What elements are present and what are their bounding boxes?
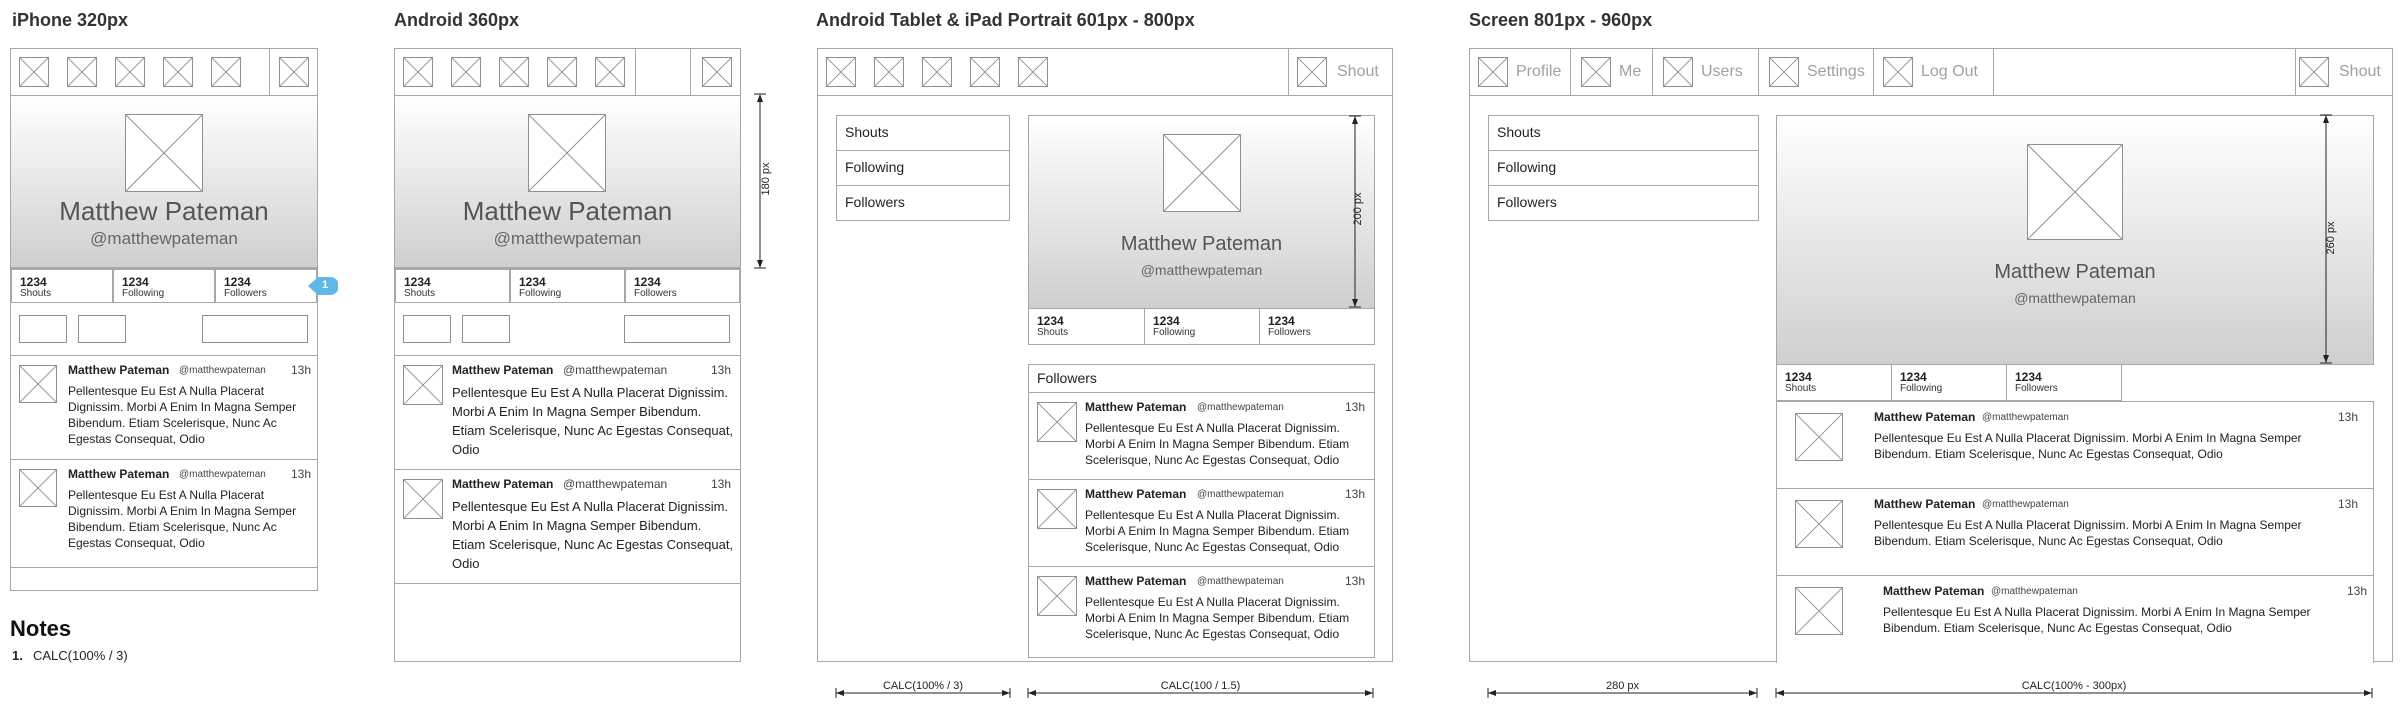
note-number: 1. — [12, 648, 23, 663]
tweet-avatar — [19, 469, 57, 507]
tab-following[interactable]: Following — [836, 150, 1010, 186]
tweet-name: Matthew Pateman — [1085, 400, 1187, 414]
tweet-avatar — [1795, 587, 1843, 635]
tweet-time: 13h — [2347, 584, 2368, 598]
tweet-text: Pellentesque Eu Est A Nulla Placerat Dignissim. Morbi A Enim In Magna Semper Bibendum. Etiam Scelerisque, Nunc Ac Egestas Consequat, Odio — [452, 499, 734, 571]
tweet-time: 13h — [1345, 400, 1366, 414]
search-box[interactable] — [202, 315, 308, 343]
android-hero-dim-label: 180 px — [760, 162, 772, 196]
nav-profile[interactable]: Profile — [1516, 63, 1562, 80]
avatar — [2027, 144, 2123, 240]
title-iphone: iPhone 320px — [12, 10, 129, 30]
tweet-text: Pellentesque Eu Est A Nulla Placerat Dignissim. Morbi A Enim In Magna Semper Bibendum. Etiam Scelerisque, Nunc Ac Egestas Consequat, Odio — [1874, 518, 2302, 548]
followers-heading: Followers — [1037, 370, 1097, 386]
stat-following[interactable]: 1234 Following — [510, 269, 625, 303]
tweet-text: Pellentesque Eu Est A Nulla Placerat Dignissim. Morbi A Enim In Magna Semper Bibendum. Etiam Scelerisque, Nunc Ac Egestas Consequat, Odio — [1085, 595, 1350, 641]
iphone-hero — [11, 96, 317, 268]
shout-icon[interactable] — [2299, 57, 2329, 87]
tweet-text: Pellentesque Eu Est A Nulla Placerat Dignissim. Morbi A Enim In Magna Semper Bibendum. Etiam Scelerisque, Nunc Ac Egestas Consequat, Odio — [1085, 421, 1350, 467]
profile-handle: @matthewpateman — [90, 229, 238, 248]
settings-icon[interactable] — [1769, 57, 1799, 87]
profile-icon[interactable] — [1478, 57, 1508, 87]
tweet-handle: @matthewpateman — [1197, 402, 1284, 413]
tab-shouts[interactable]: Shouts — [836, 115, 1010, 151]
tweet-handle: @matthewpateman — [179, 365, 266, 376]
tweet-time: 13h — [291, 467, 312, 481]
shout-label[interactable]: Shout — [2339, 63, 2381, 80]
profile-handle: @matthewpateman — [493, 229, 642, 248]
tweet-time: 13h — [1345, 487, 1366, 501]
stat-following[interactable]: 1234 Following — [1891, 364, 2007, 401]
tab-followers[interactable]: Followers — [1488, 185, 1759, 221]
tweet-name: Matthew Pateman — [1085, 574, 1187, 588]
stat-following[interactable]: 1234 Following — [1144, 308, 1260, 345]
nav-icon[interactable] — [211, 57, 241, 87]
profile-name: Matthew Pateman — [59, 196, 269, 226]
tweet-handle: @matthewpateman — [1197, 489, 1284, 500]
stat-followers[interactable]: 1234 Followers — [2006, 364, 2122, 401]
stat-followers[interactable]: 1234 Followers — [1259, 308, 1375, 345]
tweet-time: 13h — [711, 363, 732, 377]
tablet-frame — [817, 48, 1393, 662]
title-android: Android 360px — [394, 10, 520, 30]
filter-box[interactable] — [403, 315, 451, 343]
nav-settings[interactable]: Settings — [1807, 63, 1865, 80]
filter-box[interactable] — [462, 315, 510, 343]
nav-users[interactable]: Users — [1701, 63, 1743, 80]
nav-icon[interactable] — [67, 57, 97, 87]
nav-icon[interactable] — [595, 57, 625, 87]
tweet-name: Matthew Pateman — [68, 467, 170, 481]
iphone-frame — [10, 48, 318, 591]
nav-icon[interactable] — [403, 57, 433, 87]
avatar — [1163, 134, 1241, 212]
tablet-nav — [818, 49, 1392, 96]
tweet-avatar — [1795, 500, 1843, 548]
tab-shouts[interactable]: Shouts — [1488, 115, 1759, 151]
me-icon[interactable] — [1581, 57, 1611, 87]
tweet-text: Pellentesque Eu Est A Nulla Placerat Dignissim. Morbi A Enim In Magna Semper Bibendum. Etiam Scelerisque, Nunc Ac Egestas Consequat, Odio — [452, 385, 734, 457]
notes-heading: Notes — [10, 616, 72, 641]
nav-icon[interactable] — [874, 57, 904, 87]
stats-bar — [11, 268, 317, 303]
tweet-time: 13h — [2338, 497, 2359, 511]
followers-panel — [1028, 364, 1375, 658]
profile-name: Matthew Pateman — [1994, 261, 2156, 283]
tweet-handle: @matthewpateman — [1982, 412, 2069, 423]
tab-following[interactable]: Following — [1488, 150, 1759, 186]
log-out-icon[interactable] — [1883, 57, 1913, 87]
android-frame — [394, 48, 741, 662]
tweet-time: 13h — [1345, 574, 1366, 588]
nav-icon[interactable] — [826, 57, 856, 87]
tweet-handle: @matthewpateman — [1982, 499, 2069, 510]
tweet-name: Matthew Pateman — [1883, 584, 1985, 598]
screen-right-dim-label: CALC(100% - 300px) — [2021, 680, 2127, 692]
nav-icon[interactable] — [499, 57, 529, 87]
tweet-name: Matthew Pateman — [68, 363, 170, 377]
iphone-nav — [11, 49, 317, 96]
tweet-time: 13h — [711, 477, 732, 491]
search-box[interactable] — [624, 315, 730, 343]
tweet-handle: @matthewpateman — [1197, 576, 1284, 587]
android-nav — [395, 49, 740, 96]
nav-icon[interactable] — [1018, 57, 1048, 87]
tablet-hero — [1028, 115, 1375, 309]
stat-following[interactable]: 1234 Following — [113, 269, 215, 303]
screen-left-dim-label: 280 px — [1605, 680, 1640, 692]
stat-shouts[interactable]: 1234 Shouts — [1028, 308, 1145, 345]
stat-followers[interactable]: 1234 Followers — [625, 269, 740, 303]
nav-icon[interactable] — [19, 57, 49, 87]
tweet-avatar — [1037, 402, 1077, 442]
profile-name: Matthew Pateman — [462, 196, 673, 226]
tweet-text: Pellentesque Eu Est A Nulla Placerat Dignissim. Morbi A Enim In Magna Semper Bibendum. Etiam Scelerisque, Nunc Ac Egestas Consequat, Odio — [1883, 605, 2311, 635]
tablet-hero-dim-label: 200 px — [1352, 192, 1364, 226]
tweet-avatar — [1795, 413, 1843, 461]
title-screen: Screen 801px - 960px — [1469, 10, 1653, 30]
tweet-avatar — [1037, 489, 1077, 529]
android-hero — [395, 96, 740, 268]
tweet-time: 13h — [291, 363, 312, 377]
tweet-text: Pellentesque Eu Est A Nulla Placerat Dignissim. Morbi A Enim In Magna Semper Bibendum. Etiam Scelerisque, Nunc Ac Egestas Consequat, Odio — [68, 384, 297, 446]
note-text: CALC(100% / 3) — [33, 648, 128, 663]
stat-followers[interactable]: 1234 Followers — [215, 269, 317, 303]
nav-icon[interactable] — [115, 57, 145, 87]
nav-icon[interactable] — [922, 57, 952, 87]
avatar — [125, 114, 203, 192]
tweet-text: Pellentesque Eu Est A Nulla Placerat Dignissim. Morbi A Enim In Magna Semper Bibendum. Etiam Scelerisque, Nunc Ac Egestas Consequat, Odio — [1874, 431, 2302, 461]
tweet-handle: @matthewpateman — [563, 363, 668, 377]
nav-icon[interactable] — [451, 57, 481, 87]
tweet-name: Matthew Pateman — [1874, 410, 1976, 424]
screen-frame — [1469, 48, 2393, 662]
shout-label[interactable]: Shout — [1337, 63, 1379, 80]
shouts-list — [1776, 401, 2374, 663]
tweet-text: Pellentesque Eu Est A Nulla Placerat Dignissim. Morbi A Enim In Magna Semper Bibendum. Etiam Scelerisque, Nunc Ac Egestas Consequat, Odio — [68, 488, 297, 550]
shout-icon[interactable] — [1297, 57, 1327, 87]
nav-me[interactable]: Me — [1619, 63, 1642, 80]
tweet-name: Matthew Pateman — [452, 477, 554, 491]
profile-name: Matthew Pateman — [1120, 233, 1283, 255]
stats-bar — [395, 268, 740, 303]
tweet-time: 13h — [2338, 410, 2359, 424]
screen-hero-dim-label: 260 px — [2325, 221, 2337, 255]
tweet-avatar — [19, 365, 57, 403]
screen-hero — [1776, 115, 2374, 365]
tweet-name: Matthew Pateman — [1085, 487, 1187, 501]
tab-followers[interactable]: Followers — [836, 185, 1010, 221]
profile-handle: @matthewpateman — [1140, 262, 1263, 278]
tweet-text: Pellentesque Eu Est A Nulla Placerat Dignissim. Morbi A Enim In Magna Semper Bibendum. Etiam Scelerisque, Nunc Ac Egestas Consequat, Odio — [1085, 508, 1350, 554]
profile-handle: @matthewpateman — [2014, 290, 2136, 306]
badge-number: 1 — [322, 279, 329, 291]
tweet-handle: @matthewpateman — [1991, 586, 2078, 597]
stat-shouts[interactable]: 1234 Shouts — [11, 269, 113, 303]
tweet-handle: @matthewpateman — [563, 477, 668, 491]
filter-box[interactable] — [19, 315, 67, 343]
tablet-right-dim-label: CALC(100 / 1.5) — [1160, 680, 1241, 692]
stat-shouts[interactable]: 1234 Shouts — [1776, 364, 1892, 401]
tweet-avatar — [1037, 576, 1077, 616]
users-icon[interactable] — [1663, 57, 1693, 87]
tweet-name: Matthew Pateman — [452, 363, 554, 377]
tweet-avatar — [403, 365, 443, 405]
tablet-left-dim-label: CALC(100% / 3) — [882, 680, 964, 692]
avatar — [528, 114, 606, 192]
nav-icon[interactable] — [970, 57, 1000, 87]
nav-icon[interactable] — [163, 57, 193, 87]
tweet-name: Matthew Pateman — [1874, 497, 1976, 511]
title-tablet: Android Tablet & iPad Portrait 601px - 800px — [816, 10, 1195, 30]
shout-icon[interactable] — [279, 57, 309, 87]
filter-box[interactable] — [78, 315, 126, 343]
tweet-handle: @matthewpateman — [179, 469, 266, 480]
screen-nav — [1470, 49, 2392, 96]
stat-shouts[interactable]: 1234 Shouts — [395, 269, 510, 303]
nav-log-out[interactable]: Log Out — [1921, 63, 1978, 80]
nav-icon[interactable] — [547, 57, 577, 87]
shout-icon[interactable] — [702, 57, 732, 87]
tweet-avatar — [403, 479, 443, 519]
